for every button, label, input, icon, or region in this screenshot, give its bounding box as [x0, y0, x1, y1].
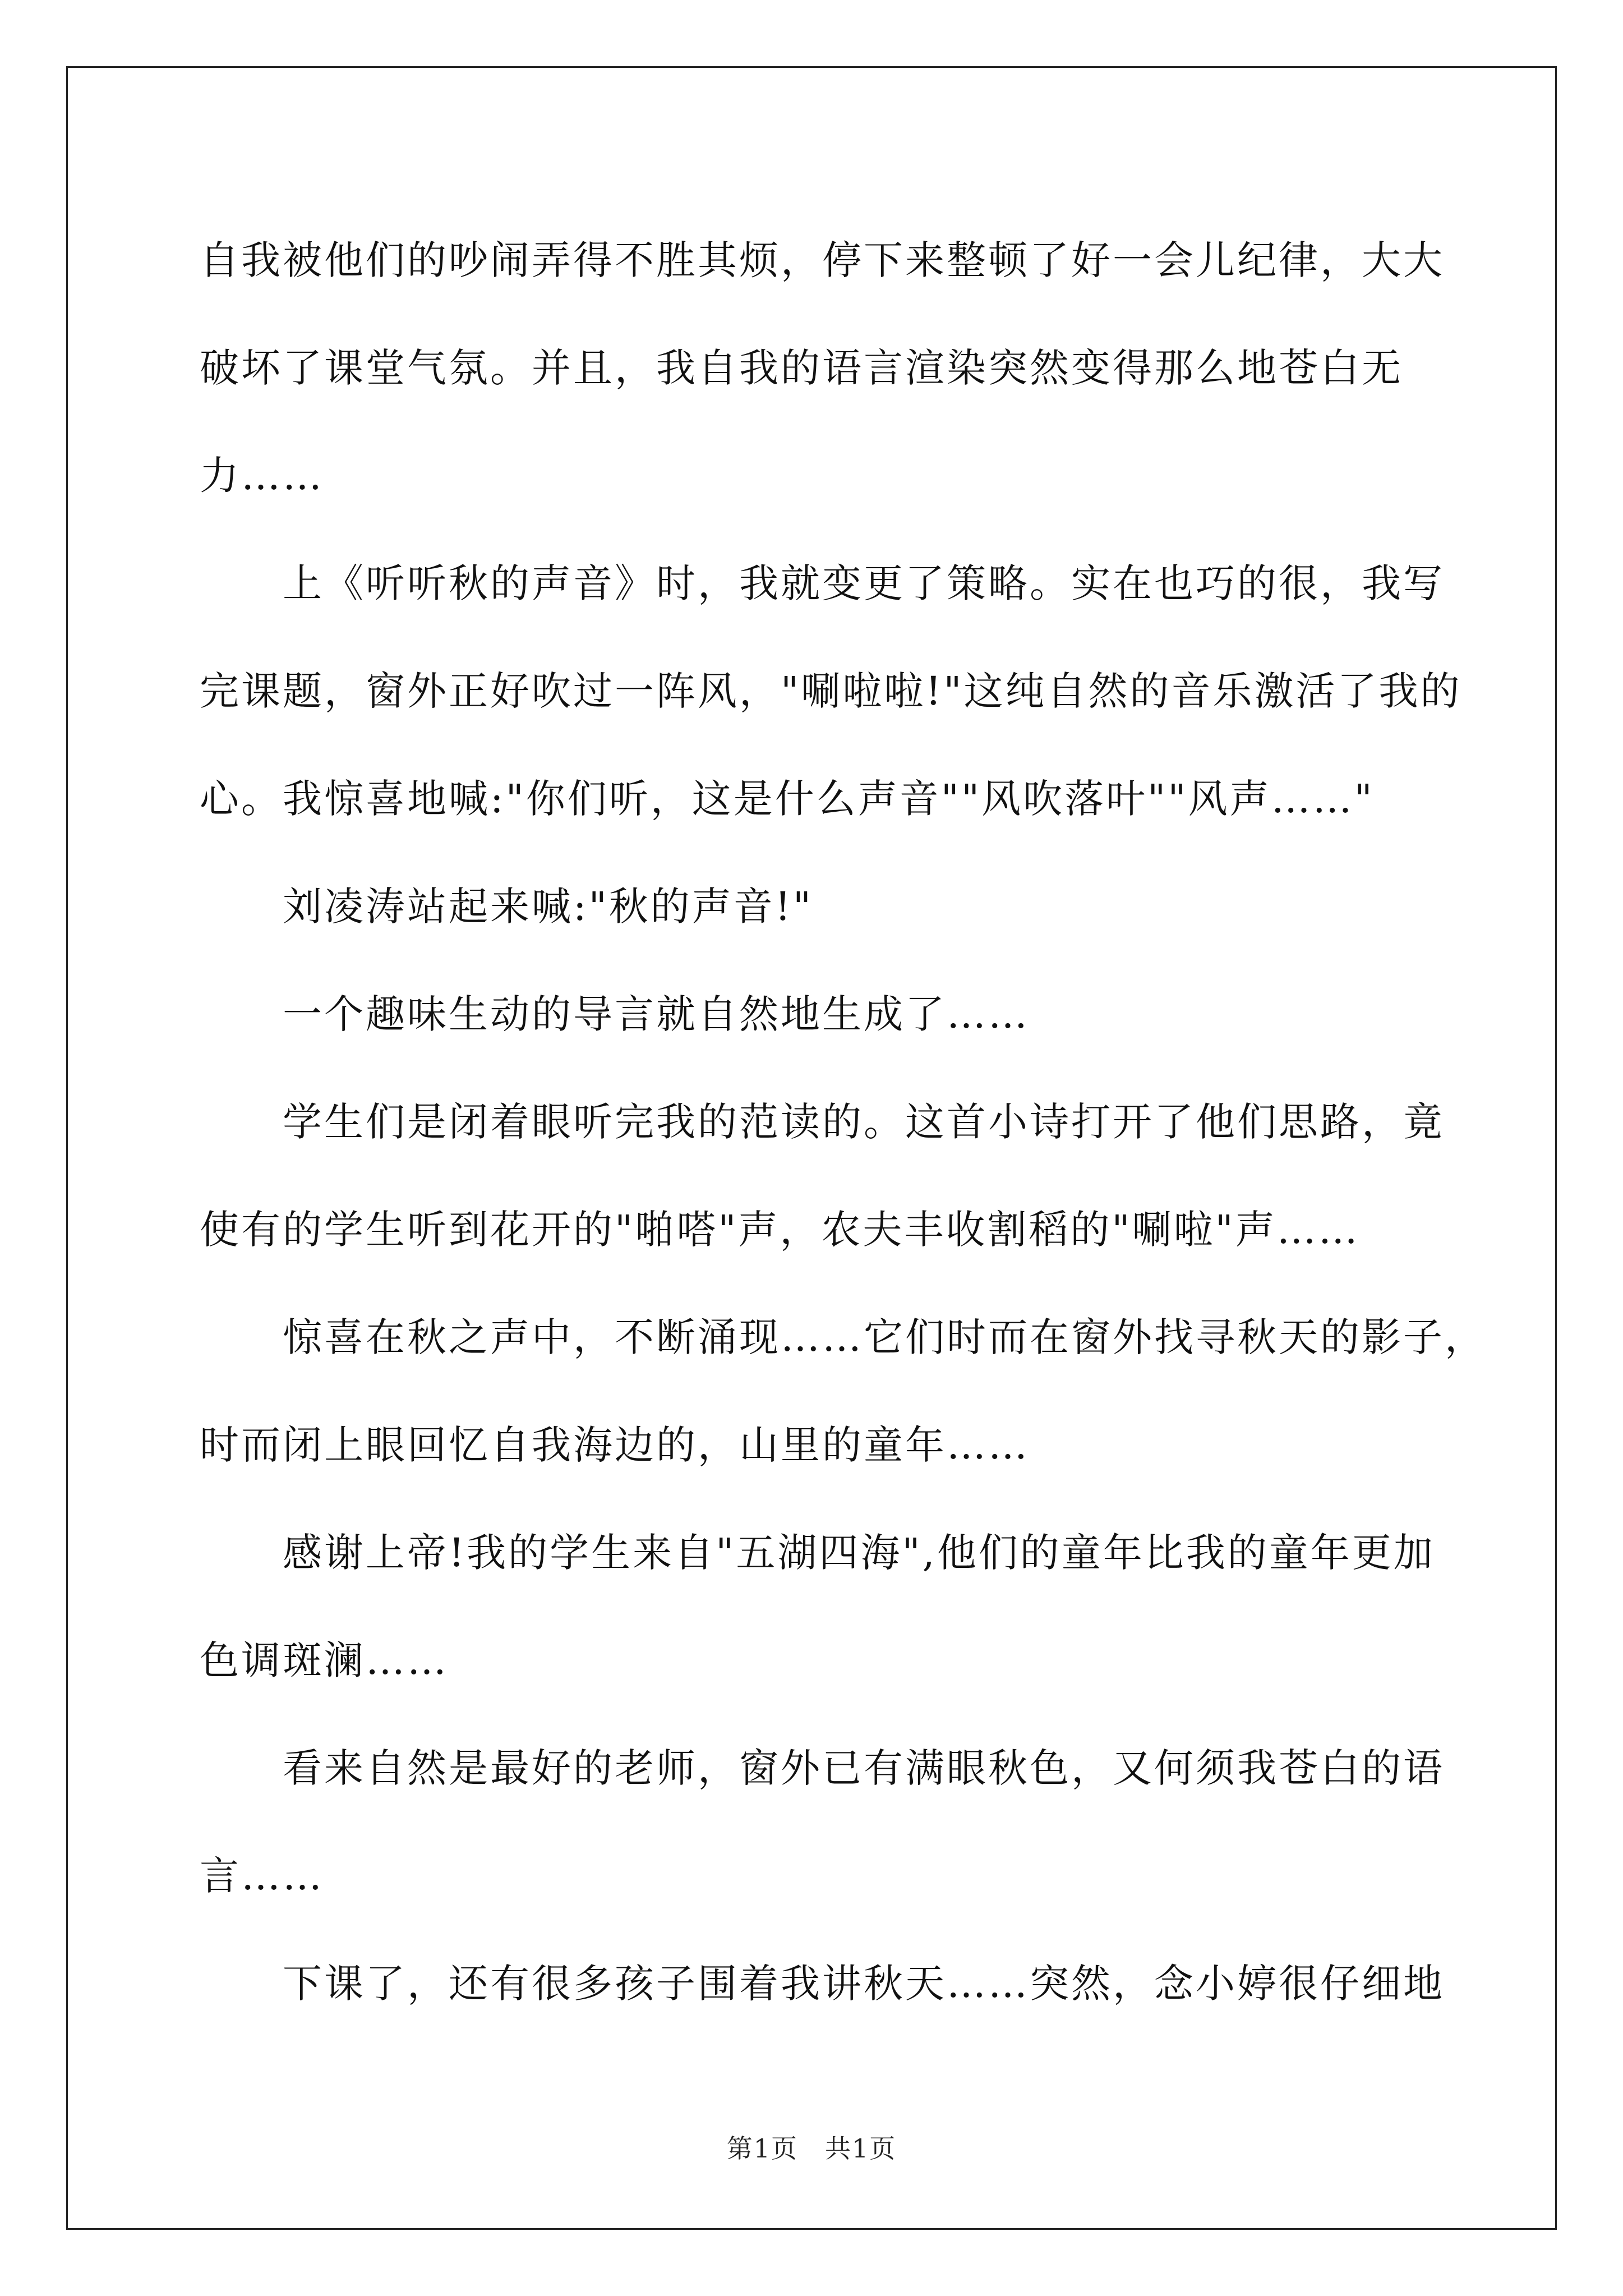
page-number-current: 第1页 [726, 2133, 798, 2164]
text-line: 看来自然是最好的老师，窗外已有满眼秋色，又何须我苍白的语 [283, 1745, 1445, 1791]
text-line: 使有的学生听到花开的"啪嗒"声，农夫丰收割稻的"唰啦"声…… [200, 1207, 1360, 1253]
text-line: 上《听听秋的声音》时，我就变更了策略。实在也巧的很，我写 [283, 560, 1445, 606]
text-line: 刘凌涛站起来喊:"秋的声音!" [283, 884, 814, 930]
text-line: 破坏了课堂气氛。并且，我自我的语言渲染突然变得那么地苍白无 [200, 345, 1403, 391]
paragraph-3 [200, 853, 1433, 960]
text-line: 色调斑澜…… [200, 1637, 449, 1683]
text-line: 言…… [200, 1853, 324, 1899]
text-line: 一个趣味生动的导言就自然地生成了…… [283, 991, 1030, 1037]
text-line: 自我被他们的吵闹弄得不胜其烦，停下来整顿了好一会儿纪律，大大 [200, 237, 1445, 283]
text-line: 完课题，窗外正好吹过一阵风，"唰啦啦!"这纯自然的音乐激活了我的 [200, 668, 1462, 714]
text-line: 力…… [200, 453, 324, 499]
paragraph-6 [200, 1283, 1486, 1499]
text-line: 感谢上帝!我的学生来自"五湖四海",他们的童年比我的童年更加 [283, 1530, 1435, 1576]
page-number-total: 共1页 [825, 2133, 897, 2164]
text-line: 学生们是闭着眼听完我的范读的。这首小诗打开了他们思路，竟 [283, 1099, 1445, 1145]
paragraph-5 [200, 1068, 1445, 1283]
paragraph-1 [200, 206, 1445, 530]
paragraph-8 [200, 1714, 1445, 1930]
text-line: 下课了，还有很多孩子围着我讲秋天……突然，念小婷很仔细地 [283, 1961, 1445, 2007]
text-line: 惊喜在秋之声中，不断涌现……它们时而在窗外找寻秋天的影子， [283, 1314, 1486, 1360]
page-footer [0, 2128, 1623, 2165]
paragraph-2 [200, 530, 1462, 853]
paragraph-7 [200, 1499, 1433, 1714]
document-body [200, 206, 1486, 2037]
paragraph-4 [200, 960, 1433, 1068]
text-line: 心。我惊喜地喊:"你们听，这是什么声音""风吹落叶""风声……" [200, 776, 1375, 822]
text-line: 时而闭上眼回忆自我海边的，山里的童年…… [200, 1422, 1030, 1468]
paragraph-9 [200, 1930, 1445, 2037]
